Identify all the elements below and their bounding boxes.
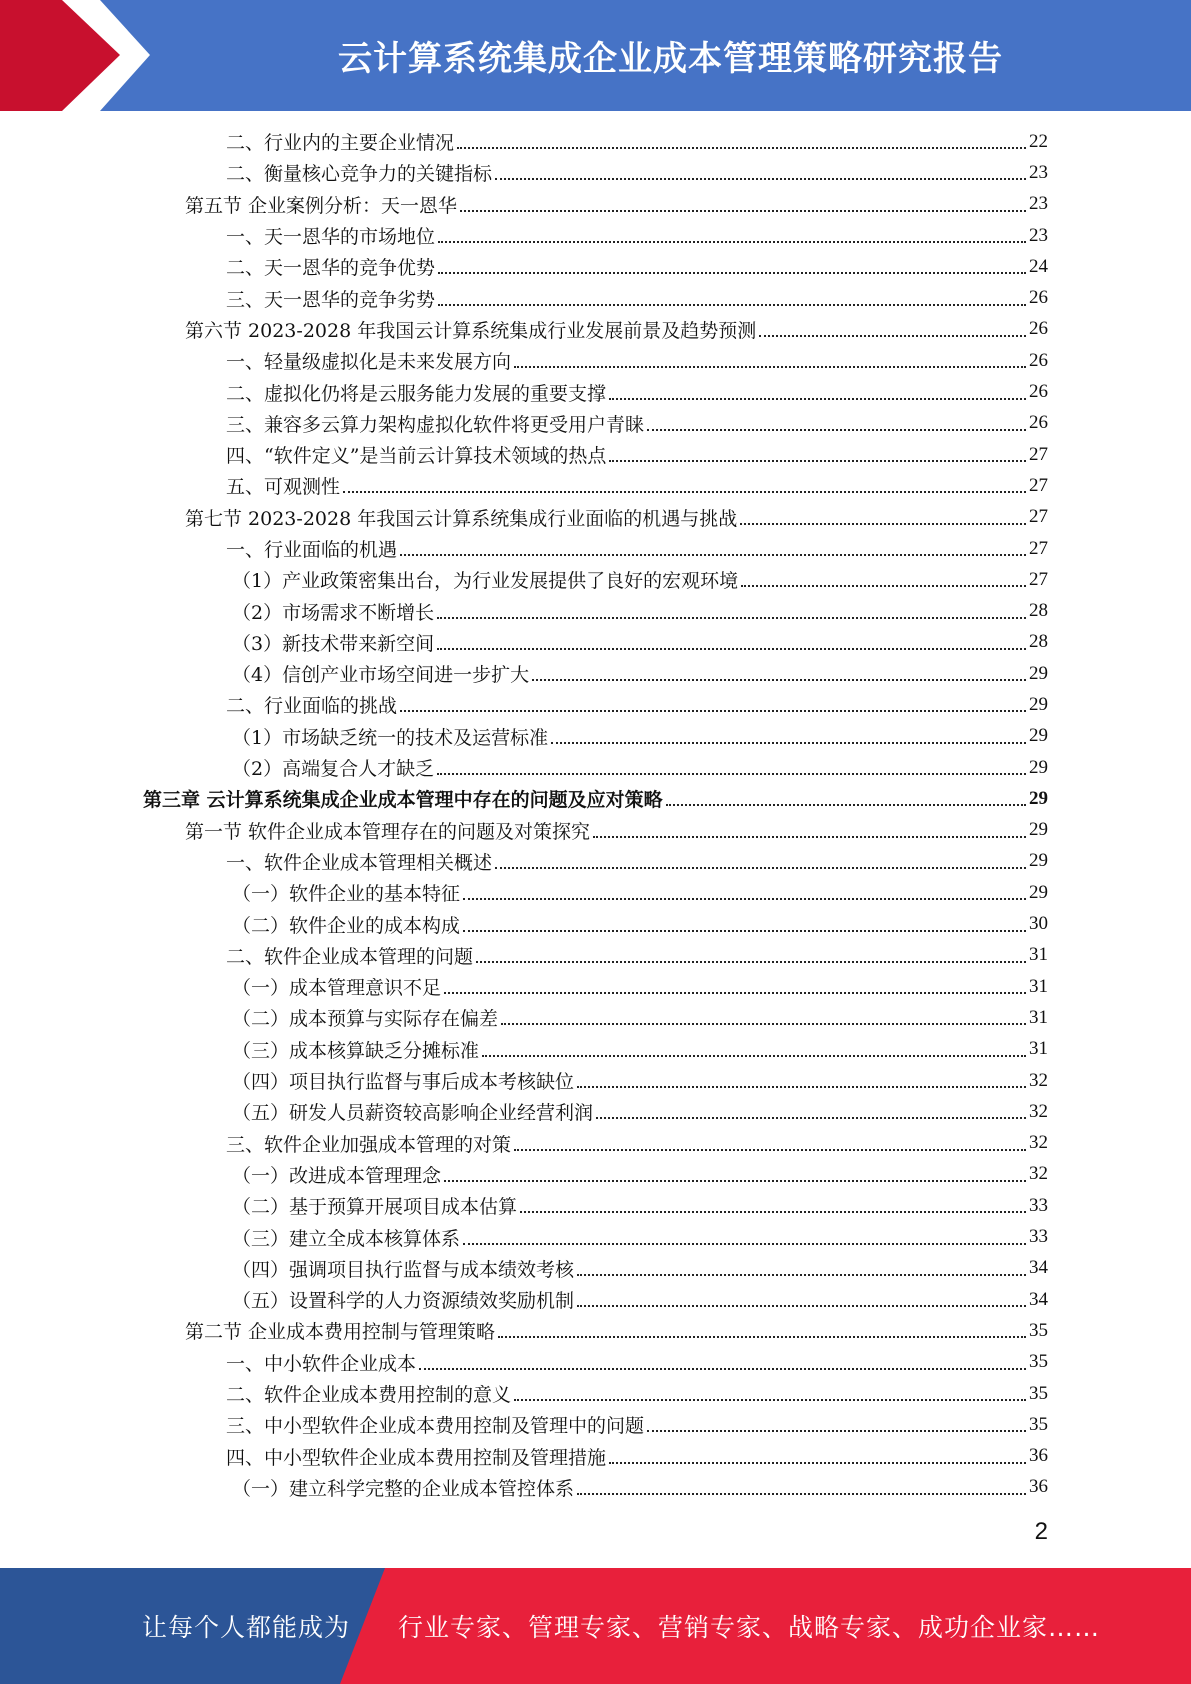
toc-entry-label: （二）基于预算开展项目成本估算 <box>232 1196 518 1219</box>
toc-entry-page: 27 <box>1029 537 1048 559</box>
toc-entry[interactable] <box>0 1440 1191 1471</box>
toc-dot-leader <box>577 1273 1026 1276</box>
toc-entry-page: 26 <box>1029 349 1048 371</box>
toc-entry-label: 二、软件企业成本管理的问题 <box>226 945 474 968</box>
toc-entry[interactable] <box>0 815 1191 846</box>
toc-dot-leader <box>577 1085 1026 1088</box>
table-of-contents <box>0 126 1191 1503</box>
toc-entry-page: 27 <box>1029 474 1048 496</box>
toc-entry-label: 一、中小软件企业成本 <box>226 1352 417 1375</box>
toc-entry[interactable] <box>0 314 1191 345</box>
toc-entry[interactable] <box>0 251 1191 282</box>
toc-entry-page: 35 <box>1029 1413 1048 1435</box>
toc-entry[interactable] <box>0 1034 1191 1065</box>
toc-entry-page: 29 <box>1029 662 1048 684</box>
toc-dot-leader <box>495 177 1026 180</box>
toc-entry[interactable] <box>0 408 1191 439</box>
toc-entry-page: 23 <box>1029 193 1048 215</box>
toc-entry[interactable] <box>0 971 1191 1002</box>
toc-entry-label: （一）建立科学完整的企业成本管控体系 <box>232 1477 575 1500</box>
toc-dot-leader <box>514 1148 1026 1151</box>
toc-entry-label: （五）研发人员薪资较高影响企业经营利润 <box>232 1102 594 1125</box>
toc-entry[interactable] <box>0 1128 1191 1159</box>
toc-dot-leader <box>501 1022 1026 1025</box>
toc-entry-label: 一、行业面临的机遇 <box>226 539 398 561</box>
toc-dot-leader <box>400 553 1026 556</box>
toc-entry-page: 27 <box>1029 568 1048 590</box>
toc-dot-leader <box>437 616 1026 619</box>
toc-entry-label: 二、虚拟化仍将是云服务能力发展的重要支撑 <box>226 382 607 405</box>
toc-entry-label: 三、中小型软件企业成本费用控制及管理中的问题 <box>226 1415 645 1438</box>
toc-entry-label: （二）成本预算与实际存在偏差 <box>232 1008 499 1031</box>
toc-dot-leader <box>551 741 1026 744</box>
toc-entry[interactable] <box>0 877 1191 908</box>
toc-entry-label: 第五节 企业案例分析：天一恩华 <box>185 194 458 217</box>
toc-dot-leader <box>463 897 1026 900</box>
toc-entry-page: 31 <box>1029 1006 1048 1028</box>
toc-entry-label: （1）市场缺乏统一的技术及运营标准 <box>232 726 549 749</box>
toc-dot-leader <box>577 1304 1026 1307</box>
toc-entry[interactable] <box>0 1065 1191 1096</box>
toc-dot-leader <box>438 271 1026 274</box>
toc-dot-leader <box>463 929 1026 932</box>
toc-entry-label: （4）信创产业市场空间进一步扩大 <box>232 664 530 687</box>
toc-entry[interactable] <box>0 658 1191 689</box>
toc-entry-label: 二、行业面临的挑战 <box>226 695 398 718</box>
toc-entry[interactable] <box>0 1221 1191 1252</box>
toc-entry-label: 二、软件企业成本费用控制的意义 <box>226 1384 512 1407</box>
toc-dot-leader <box>460 209 1026 212</box>
toc-entry-page: 31 <box>1029 975 1048 997</box>
toc-entry[interactable] <box>0 783 1191 814</box>
toc-entry-page: 29 <box>1029 787 1048 809</box>
toc-entry[interactable] <box>0 564 1191 595</box>
toc-entry-label: 四、中小型软件企业成本费用控制及管理措施 <box>226 1446 607 1469</box>
toc-entry-page: 36 <box>1029 1476 1048 1498</box>
toc-entry-page: 29 <box>1029 881 1048 903</box>
toc-entry-page: 24 <box>1029 255 1048 277</box>
toc-entry[interactable] <box>0 752 1191 783</box>
toc-entry-label: （四）强调项目执行监督与成本绩效考核 <box>232 1258 575 1281</box>
toc-entry-label: （一）软件企业的基本特征 <box>232 883 461 906</box>
toc-entry-label: 第七节 2023-2028 年我国云计算系统集成行业面临的机遇与挑战 <box>185 507 738 530</box>
toc-entry[interactable] <box>0 126 1191 157</box>
toc-dot-leader <box>400 709 1026 712</box>
toc-dot-leader <box>463 1242 1026 1245</box>
toc-entry[interactable] <box>0 470 1191 501</box>
toc-entry-page: 34 <box>1029 1257 1048 1279</box>
toc-entry-page: 27 <box>1029 443 1048 465</box>
toc-entry-label: （四）项目执行监督与事后成本考核缺位 <box>232 1071 575 1094</box>
toc-entry[interactable] <box>0 1002 1191 1033</box>
toc-entry-label: （三）建立全成本核算体系 <box>232 1227 461 1250</box>
toc-dot-leader <box>609 397 1026 400</box>
toc-dot-leader <box>476 960 1026 963</box>
toc-entry-label: （一）改进成本管理理念 <box>232 1164 442 1187</box>
footer-slogan-left: 让每个人都能成为 <box>142 1613 351 1642</box>
toc-dot-leader <box>759 334 1026 337</box>
toc-entry-label: （3）新技术带来新空间 <box>232 632 435 655</box>
toc-dot-leader <box>444 1179 1026 1182</box>
toc-entry-label: 一、软件企业成本管理相关概述 <box>226 851 493 874</box>
toc-entry-page: 34 <box>1029 1288 1048 1310</box>
toc-entry[interactable] <box>0 282 1191 313</box>
toc-entry-page: 35 <box>1029 1319 1048 1341</box>
toc-entry-page: 29 <box>1029 819 1048 841</box>
toc-dot-leader <box>577 1492 1026 1495</box>
toc-entry[interactable] <box>0 595 1191 626</box>
toc-entry-label: （1）产业政策密集出台，为行业发展提供了良好的宏观环境 <box>232 570 739 593</box>
footer-slogan-right: 行业专家、管理专家、营销专家、战略专家、成功企业家…… <box>398 1613 1101 1642</box>
toc-dot-leader <box>444 991 1026 994</box>
toc-entry[interactable] <box>0 345 1191 376</box>
toc-dot-leader <box>596 1116 1026 1119</box>
toc-dot-leader <box>343 490 1026 493</box>
toc-dot-leader <box>666 803 1026 806</box>
toc-entry-label: （三）成本核算缺乏分摊标准 <box>232 1039 480 1062</box>
toc-dot-leader <box>495 866 1026 869</box>
toc-dot-leader <box>609 1461 1026 1464</box>
toc-dot-leader <box>437 647 1026 650</box>
toc-entry-label: （二）软件企业的成本构成 <box>232 914 461 937</box>
toc-entry-page: 28 <box>1029 600 1048 622</box>
toc-entry[interactable] <box>0 439 1191 470</box>
toc-entry[interactable] <box>0 940 1191 971</box>
toc-entry-label: （一）成本管理意识不足 <box>232 977 442 1000</box>
toc-entry-label: （2）高端复合人才缺乏 <box>232 758 435 781</box>
toc-dot-leader <box>482 1054 1026 1057</box>
toc-entry-label: 二、衡量核心竞争力的关键指标 <box>226 163 493 186</box>
toc-entry[interactable] <box>0 1253 1191 1284</box>
toc-entry[interactable] <box>0 1347 1191 1378</box>
toc-entry[interactable] <box>0 1096 1191 1127</box>
toc-entry-page: 32 <box>1029 1100 1048 1122</box>
toc-entry-label: 三、天一恩华的竞争劣势 <box>226 288 436 311</box>
toc-entry-label: 二、行业内的主要企业情况 <box>226 132 455 155</box>
toc-entry-page: 26 <box>1029 412 1048 434</box>
toc-entry[interactable] <box>0 189 1191 220</box>
toc-entry-label: 一、天一恩华的市场地位 <box>226 226 436 249</box>
toc-entry[interactable] <box>0 220 1191 251</box>
toc-entry-page: 32 <box>1029 1069 1048 1091</box>
toc-entry-page: 27 <box>1029 506 1048 528</box>
toc-entry-label: 三、软件企业加强成本管理的对策 <box>226 1133 512 1156</box>
toc-entry-label: 五、可观测性 <box>226 476 341 499</box>
toc-dot-leader <box>498 1335 1026 1338</box>
toc-entry-page: 29 <box>1029 725 1048 747</box>
toc-entry-page: 32 <box>1029 1163 1048 1185</box>
toc-entry-label: 二、天一恩华的竞争优势 <box>226 257 436 280</box>
toc-dot-leader <box>514 365 1026 368</box>
toc-entry-page: 29 <box>1029 756 1048 778</box>
toc-entry-label: 一、轻量级虚拟化是未来发展方向 <box>226 351 512 374</box>
toc-entry-page: 35 <box>1029 1351 1048 1373</box>
toc-entry[interactable] <box>0 627 1191 658</box>
toc-entry[interactable] <box>0 1284 1191 1315</box>
toc-dot-leader <box>609 459 1026 462</box>
toc-dot-leader <box>438 240 1026 243</box>
toc-entry-page: 31 <box>1029 944 1048 966</box>
toc-entry-page: 26 <box>1029 287 1048 309</box>
toc-entry[interactable] <box>0 533 1191 564</box>
toc-entry-page: 23 <box>1029 161 1048 183</box>
toc-entry-label: 第六节 2023-2028 年我国云计算系统集成行业发展前景及趋势预测 <box>185 319 757 342</box>
page-number: 2 <box>1034 1518 1048 1545</box>
toc-dot-leader <box>438 303 1026 306</box>
toc-entry-page: 31 <box>1029 1038 1048 1060</box>
toc-entry-page: 29 <box>1029 850 1048 872</box>
toc-entry[interactable] <box>0 1472 1191 1503</box>
toc-entry[interactable] <box>0 502 1191 533</box>
toc-entry-page: 33 <box>1029 1194 1048 1216</box>
toc-entry[interactable] <box>0 1409 1191 1440</box>
toc-entry-label: 第三章 云计算系统集成企业成本管理中存在的问题及应对策略 <box>143 789 663 812</box>
header-band <box>0 0 1191 111</box>
toc-dot-leader <box>647 1429 1026 1432</box>
toc-dot-leader <box>514 1398 1026 1401</box>
toc-dot-leader <box>740 522 1026 525</box>
toc-entry[interactable] <box>0 1190 1191 1221</box>
chevron-arrow-icon <box>0 0 160 111</box>
report-title: 云计算系统集成企业成本管理策略研究报告 <box>338 39 1003 79</box>
toc-entry-label: （五）设置科学的人力资源绩效奖励机制 <box>232 1290 575 1313</box>
toc-entry-page: 32 <box>1029 1132 1048 1154</box>
toc-dot-leader <box>419 1367 1026 1370</box>
toc-entry-page: 28 <box>1029 631 1048 653</box>
toc-entry[interactable] <box>0 376 1191 407</box>
toc-entry-page: 22 <box>1029 130 1048 152</box>
toc-entry[interactable] <box>0 908 1191 939</box>
toc-dot-leader <box>520 1210 1026 1213</box>
toc-entry-page: 29 <box>1029 693 1048 715</box>
toc-entry-label: 第二节 企业成本费用控制与管理策略 <box>185 1321 496 1344</box>
toc-dot-leader <box>593 835 1026 838</box>
toc-entry[interactable] <box>0 846 1191 877</box>
toc-entry-label: 三、兼容多云算力架构虚拟化软件将更受用户青睐 <box>226 413 645 436</box>
toc-entry-label: （2）市场需求不断增长 <box>232 601 435 624</box>
toc-entry[interactable] <box>0 157 1191 188</box>
toc-entry-page: 26 <box>1029 381 1048 403</box>
footer-band <box>0 1568 1191 1684</box>
toc-dot-leader <box>457 146 1026 149</box>
toc-dot-leader <box>741 584 1026 587</box>
toc-entry[interactable] <box>0 1159 1191 1190</box>
toc-entry-page: 36 <box>1029 1445 1048 1467</box>
toc-entry-page: 23 <box>1029 224 1048 246</box>
toc-dot-leader <box>647 428 1026 431</box>
toc-entry-page: 30 <box>1029 913 1048 935</box>
toc-entry[interactable] <box>0 1378 1191 1409</box>
toc-entry[interactable] <box>0 1315 1191 1346</box>
toc-entry-label: 四、“软件定义”是当前云计算技术领域的热点 <box>226 445 607 468</box>
toc-entry-page: 35 <box>1029 1382 1048 1404</box>
toc-dot-leader <box>532 678 1026 681</box>
toc-entry-page: 33 <box>1029 1226 1048 1248</box>
toc-dot-leader <box>437 772 1026 775</box>
toc-entry-page: 26 <box>1029 318 1048 340</box>
toc-entry[interactable] <box>0 689 1191 720</box>
toc-entry-label: 第一节 软件企业成本管理存在的问题及对策探究 <box>185 820 591 843</box>
toc-entry[interactable] <box>0 721 1191 752</box>
